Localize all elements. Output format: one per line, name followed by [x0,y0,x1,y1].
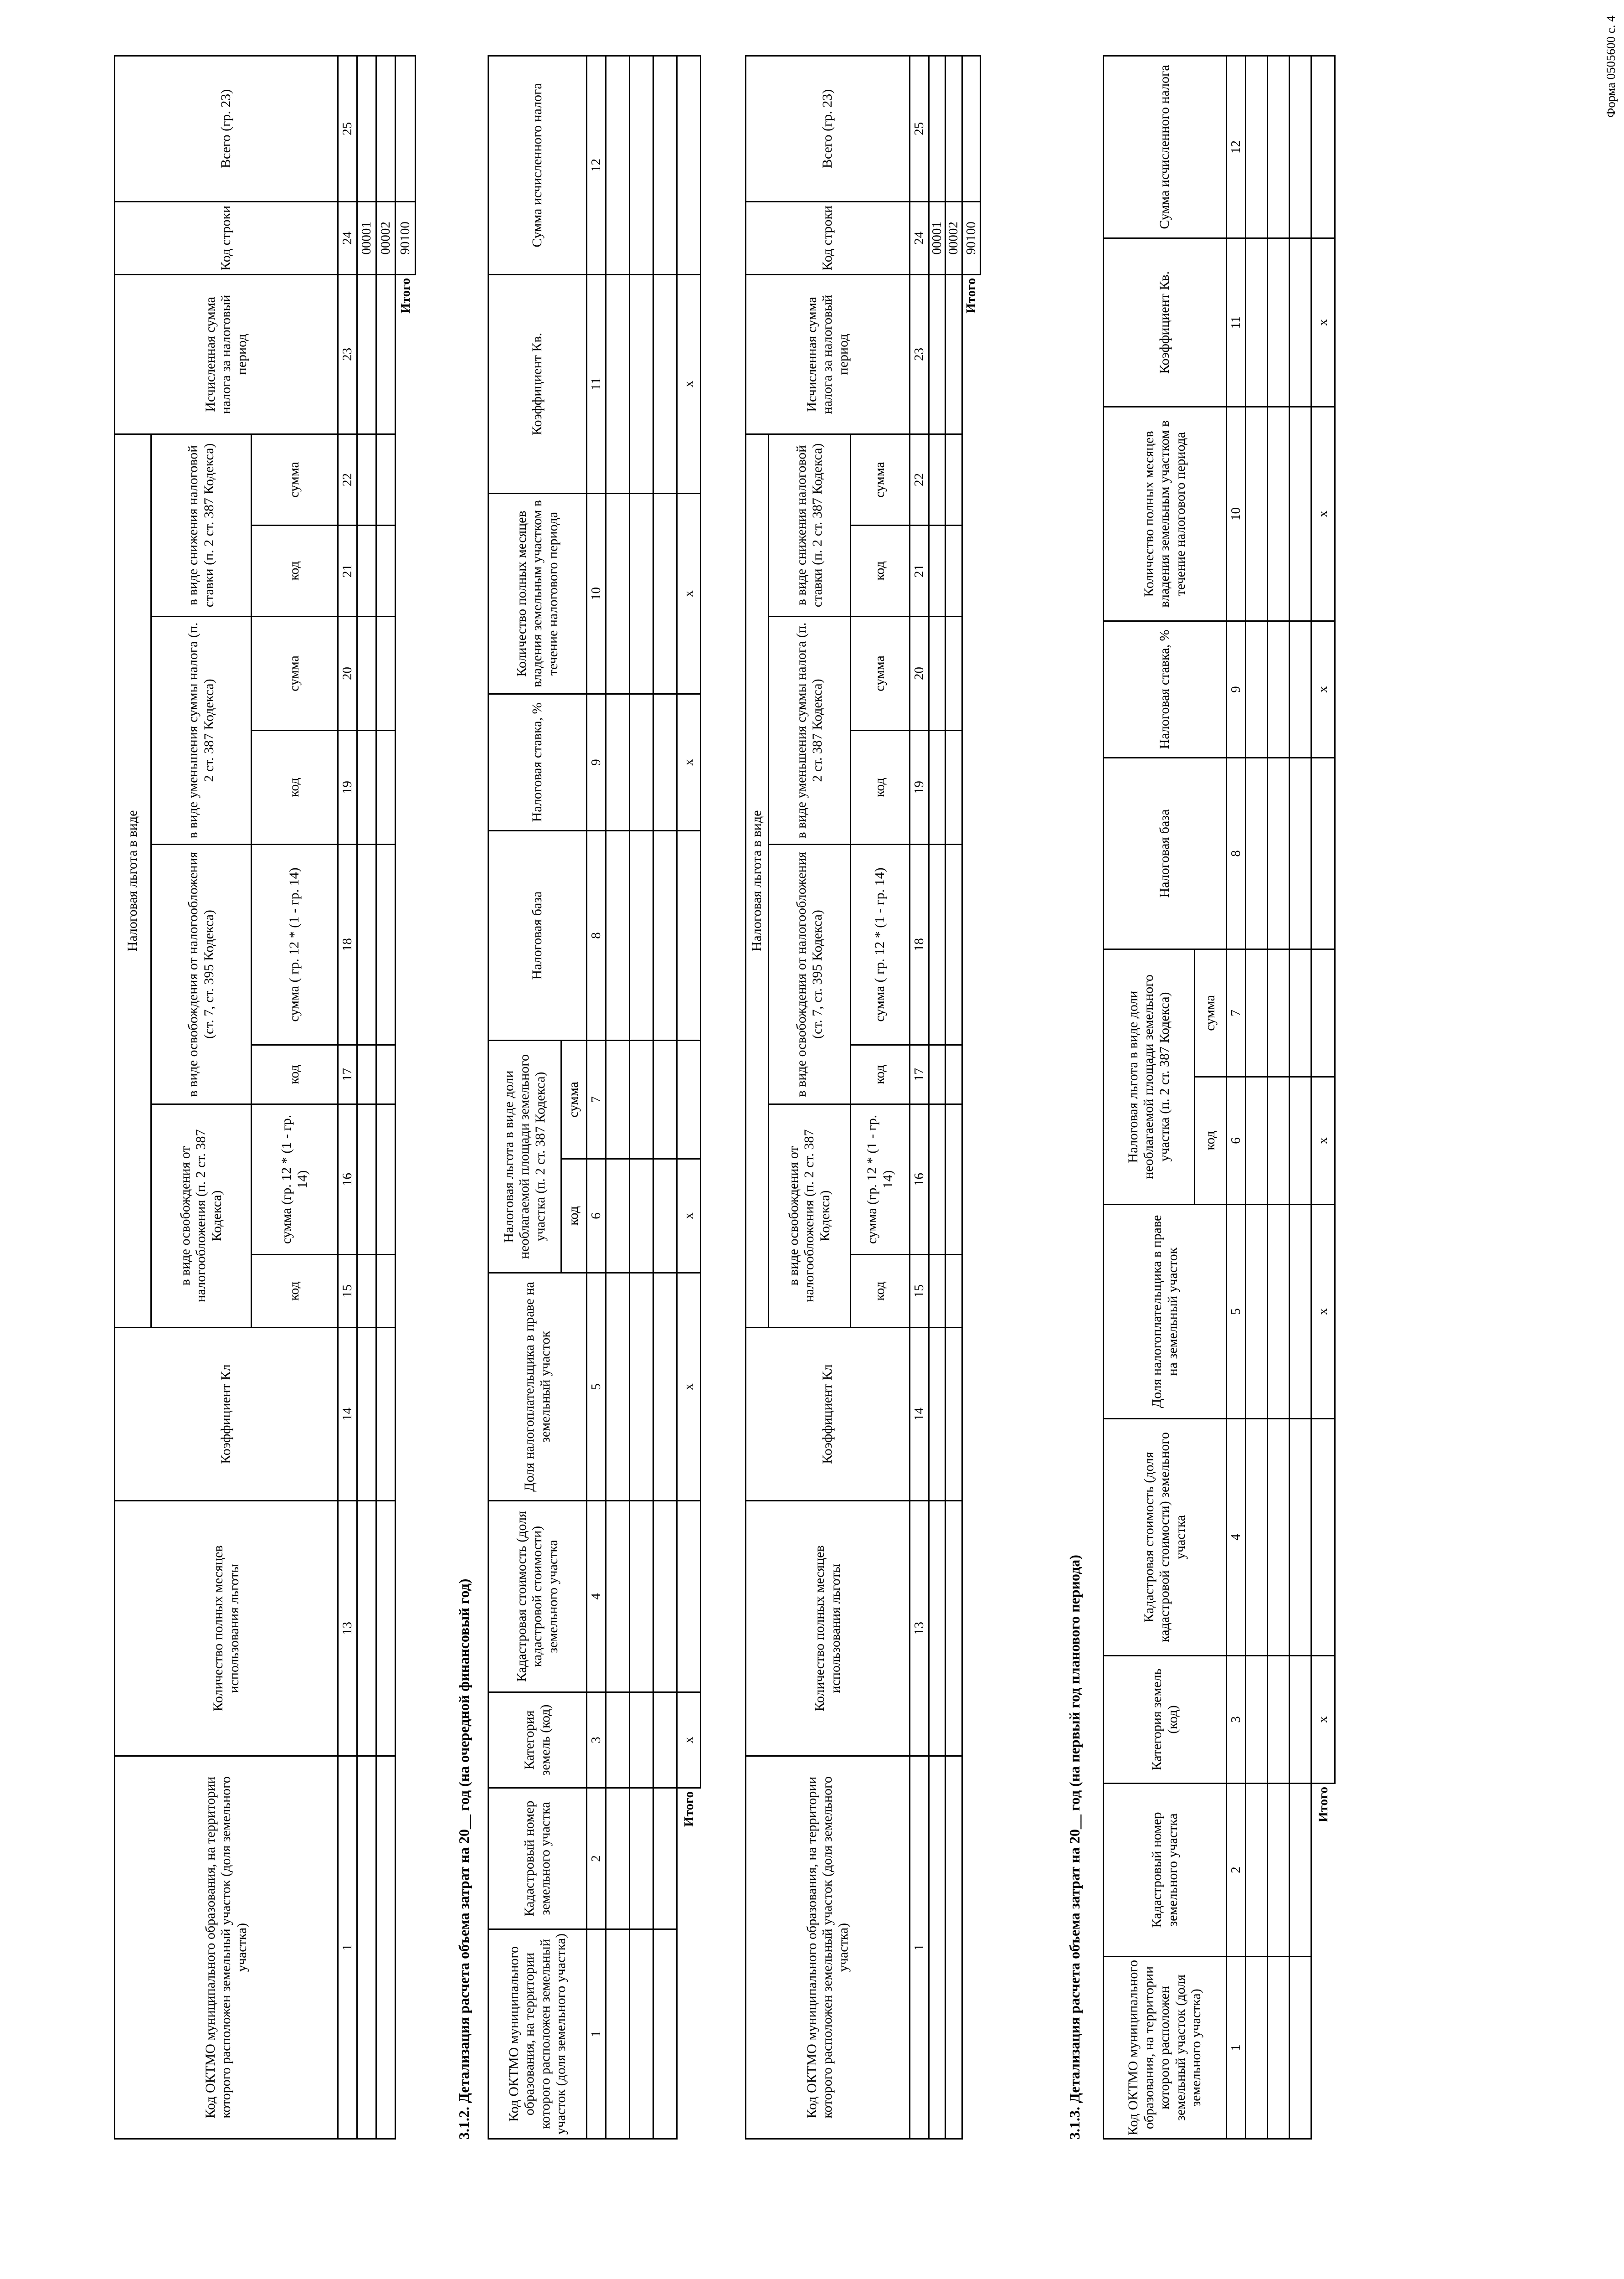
col-num: 21 [910,526,929,617]
col-num: 17 [910,1045,929,1104]
hdr-reduce-rate: в виде снижения налоговой ставки (п. 2 ст. 387 Кодекса) [151,434,252,616]
x-mark: x [1311,621,1335,758]
hdr-code: код [252,731,338,845]
hdr-sum18: сумма ( гр. 12 * (1 - гр. 14) [851,845,910,1045]
col-num: 8 [587,830,606,1040]
total-row [962,56,980,2139]
hdr-sum: сумма [252,617,338,731]
col-num: 13 [338,1501,357,1756]
col-num: 14 [338,1328,357,1501]
hdr-sum: сумма [851,434,910,525]
col-num: 20 [910,617,929,731]
hdr-line-code: Код строки [115,201,338,274]
col-num: 22 [910,434,929,525]
hdr-share: Доля налогоплательщика в праве на земельный участок [488,1273,587,1501]
hdr-kv: Коэффициент Кв. [488,274,587,493]
col-num: 11 [587,274,606,493]
table-row [357,56,376,2139]
hdr-base: Налоговая база [488,830,587,1040]
hdr-reduce-sum: в виде уменьшения суммы налога (п. 2 ст. 387 Кодекса) [769,617,851,845]
col-num: 4 [587,1501,606,1692]
hdr-kl: Коэффициент Кл [115,1328,338,1501]
col-num: 2 [587,1788,606,1929]
col-num: 6 [1227,1077,1246,1205]
col-num: 5 [1227,1205,1246,1419]
col-num: 9 [1227,621,1246,758]
col-num: 1 [910,1756,929,2139]
table-row [1246,56,1268,2139]
benefit-table-top [114,55,416,2140]
x-mark: x [677,1159,701,1273]
total-row [1311,56,1335,2139]
hdr-benefit: Налоговая льгота в виде [746,434,769,1327]
total-row [677,56,701,2139]
hdr-months: Количество полных месяцев использования льготы [746,1501,910,1756]
hdr-reduce-sum: в виде уменьшения суммы налога (п. 2 ст. 387 Кодекса) [151,617,252,845]
hdr-sum16: сумма (гр. 12 * (1 - гр. 14) [851,1104,910,1255]
x-mark: x [1311,1656,1335,1784]
col-num: 9 [587,694,606,830]
col-num: 14 [910,1328,929,1501]
col-num: 7 [587,1040,606,1159]
hdr-sum: сумма [1195,949,1227,1077]
hdr-code: код [252,1045,338,1104]
col-num: 23 [910,274,929,434]
hdr-cadnum: Кадастровый номер земельного участка [1104,1784,1227,1957]
hdr-total23: Всего (гр. 23) [115,56,338,201]
hdr-code: код [1195,1077,1227,1205]
column-numbers-row [338,56,357,2139]
col-num: 18 [910,845,929,1045]
column-numbers-row [910,56,929,2139]
col-num: 1 [1227,1957,1246,2139]
hdr-oktmo: Код ОКТМО муниципального образования, на территории которого расположен земельный участок (доля земельного участка) [488,1929,587,2139]
total-label: Итого [964,278,979,314]
table-row [946,56,962,2139]
col-num: 12 [587,56,606,274]
col-num: 13 [910,1501,929,1756]
col-num: 12 [1227,56,1246,238]
hdr-calc-sum: Сумма исчисленного налога [488,56,587,274]
hdr-oktmo: Код ОКТМО муниципального образования, на территории которого расположен земельный участок (доля земельного участка) [1104,1957,1227,2139]
hdr-kv: Коэффициент Кв. [1104,238,1227,407]
hdr-line-code: Код строки [746,201,910,274]
hdr-base: Налоговая база [1104,758,1227,949]
total-row [396,56,416,2139]
table-row [1290,56,1311,2139]
total-label: Итого [1316,1787,1331,1822]
hdr-rate: Налоговая ставка, % [488,694,587,830]
hdr-sum16: сумма (гр. 12 * (1 - гр. 14) [252,1104,338,1255]
line-code: 00002 [376,201,396,274]
hdr-benefit-area: Налоговая льгота в виде доли необлагаемой площади земельного участка (п. 2 ст. 387 Кодекса) [1104,949,1195,1204]
hdr-months: Количество полных месяцев использования льготы [115,1501,338,1756]
table-row [606,56,630,2139]
line-code: 00002 [946,201,962,274]
hdr-exempt-395: в виде освобождения от налогообложения (ст. 7, ст. 395 Кодекса) [151,845,252,1104]
col-num: 19 [910,731,929,845]
hdr-cadcost: Кадастровая стоимость (доля кадастровой стоимости) земельного участка [1104,1419,1227,1656]
hdr-benefit-area: Налоговая льгота в виде доли необлагаемой площади земельного участка (п. 2 ст. 387 Кодекса) [488,1040,561,1273]
col-num: 3 [1227,1656,1246,1784]
total-code: 90100 [962,201,980,274]
hdr-kl: Коэффициент Кл [746,1328,910,1501]
line-code: 00001 [929,201,946,274]
line-code: 00001 [357,201,376,274]
hdr-rate: Налоговая ставка, % [1104,621,1227,758]
hdr-code: код [252,526,338,617]
hdr-exempt-387: в виде освобождения от налогообложения (п. 2 ст. 387 Кодекса) [769,1104,851,1328]
section-312-title: 3.1.2. Детализация расчета объема затрат на 20__ год (на очередной финансовый год) [456,1578,472,2140]
hdr-code: код [561,1159,587,1273]
hdr-calc-tax: Исчисленная сумма налога за налоговый период [746,274,910,434]
col-num: 18 [338,845,357,1045]
col-num: 16 [910,1104,929,1255]
col-num: 22 [338,434,357,525]
col-num: 25 [338,56,357,201]
table-row [653,56,677,2139]
hdr-reduce-rate: в виде снижения налоговой ставки (п. 2 ст. 387 Кодекса) [769,434,851,616]
hdr-cadcost: Кадастровая стоимость (доля кадастровой стоимости) земельного участка [488,1501,587,1692]
hdr-code: код [851,1255,910,1328]
table-row [1268,56,1290,2139]
col-num: 6 [587,1159,606,1273]
table-row [929,56,946,2139]
col-num: 1 [587,1929,606,2139]
hdr-oktmo: Код ОКТМО муниципального образования, на территории которого расположен земельный участок (доля земельного участка) [115,1756,338,2139]
col-num: 15 [338,1255,357,1328]
col-num: 24 [910,201,929,274]
hdr-sum: сумма [851,617,910,731]
hdr-code: код [851,1045,910,1104]
hdr-sum18: сумма ( гр. 12 * (1 - гр. 14) [252,845,338,1045]
x-mark: x [677,694,701,830]
x-mark: x [677,493,701,694]
hdr-cadnum: Кадастровый номер земельного участка [488,1788,587,1929]
col-num: 11 [1227,238,1246,407]
hdr-oktmo: Код ОКТМО муниципального образования, на территории которого расположен земельный участок (доля земельного участка) [746,1756,910,2139]
hdr-total23: Всего (гр. 23) [746,56,910,201]
col-num: 7 [1227,949,1246,1077]
hdr-code: код [851,731,910,845]
col-num: 20 [338,617,357,731]
section-313-title: 3.1.3. Детализация расчета объема затрат на 20__ год (на первый год планового периода) [1066,1555,1083,2140]
col-num: 16 [338,1104,357,1255]
col-num: 21 [338,526,357,617]
hdr-months-own: Количество полных месяцев владения земельным участком в течение налогового периода [1104,407,1227,621]
hdr-code: код [851,526,910,617]
hdr-calc-sum: Сумма исчисленного налога [1104,56,1227,238]
hdr-code: код [252,1255,338,1328]
x-mark: x [1311,1077,1335,1205]
detail-table-312 [488,55,701,2140]
hdr-calc-tax: Исчисленная сумма налога за налоговый период [115,274,338,434]
col-num: 1 [338,1756,357,2139]
col-num: 10 [1227,407,1246,621]
hdr-exempt-395: в виде освобождения от налогообложения (ст. 7, ст. 395 Кодекса) [769,845,851,1104]
form-id: Форма 0505600 с. 4 [1604,15,1618,118]
x-mark: x [1311,1205,1335,1419]
x-mark: x [1311,238,1335,407]
hdr-category: Категория земель (код) [1104,1656,1227,1784]
col-num: 10 [587,493,606,694]
x-mark: x [1311,407,1335,621]
column-numbers-row [587,56,606,2139]
hdr-sum: сумма [252,434,338,525]
hdr-exempt-387: в виде освобождения от налогообложения (п. 2 ст. 387 Кодекса) [151,1104,252,1328]
col-num: 5 [587,1273,606,1501]
col-num: 25 [910,56,929,201]
x-mark: x [677,274,701,493]
col-num: 17 [338,1045,357,1104]
table-row [630,56,653,2139]
benefit-table-mid [745,55,981,2140]
x-mark: x [677,1692,701,1788]
hdr-months-own: Количество полных месяцев владения земельным участком в течение налогового периода [488,493,587,694]
table-row [376,56,396,2139]
col-num: 2 [1227,1784,1246,1957]
col-num: 15 [910,1255,929,1328]
col-num: 3 [587,1692,606,1788]
total-label: Итого [681,1791,696,1827]
column-numbers-row [1227,56,1246,2139]
total-label: Итого [398,278,413,314]
detail-table-313 [1103,55,1336,2140]
total-code: 90100 [396,201,416,274]
col-num: 23 [338,274,357,434]
hdr-benefit: Налоговая льгота в виде [115,434,151,1327]
col-num: 8 [1227,758,1246,949]
hdr-sum: сумма [561,1040,587,1159]
col-num: 24 [338,201,357,274]
col-num: 4 [1227,1419,1246,1656]
col-num: 19 [338,731,357,845]
hdr-category: Категория земель (код) [488,1692,587,1788]
hdr-share: Доля налогоплательщика в праве на земельный участок [1104,1205,1227,1419]
x-mark: x [677,1273,701,1501]
